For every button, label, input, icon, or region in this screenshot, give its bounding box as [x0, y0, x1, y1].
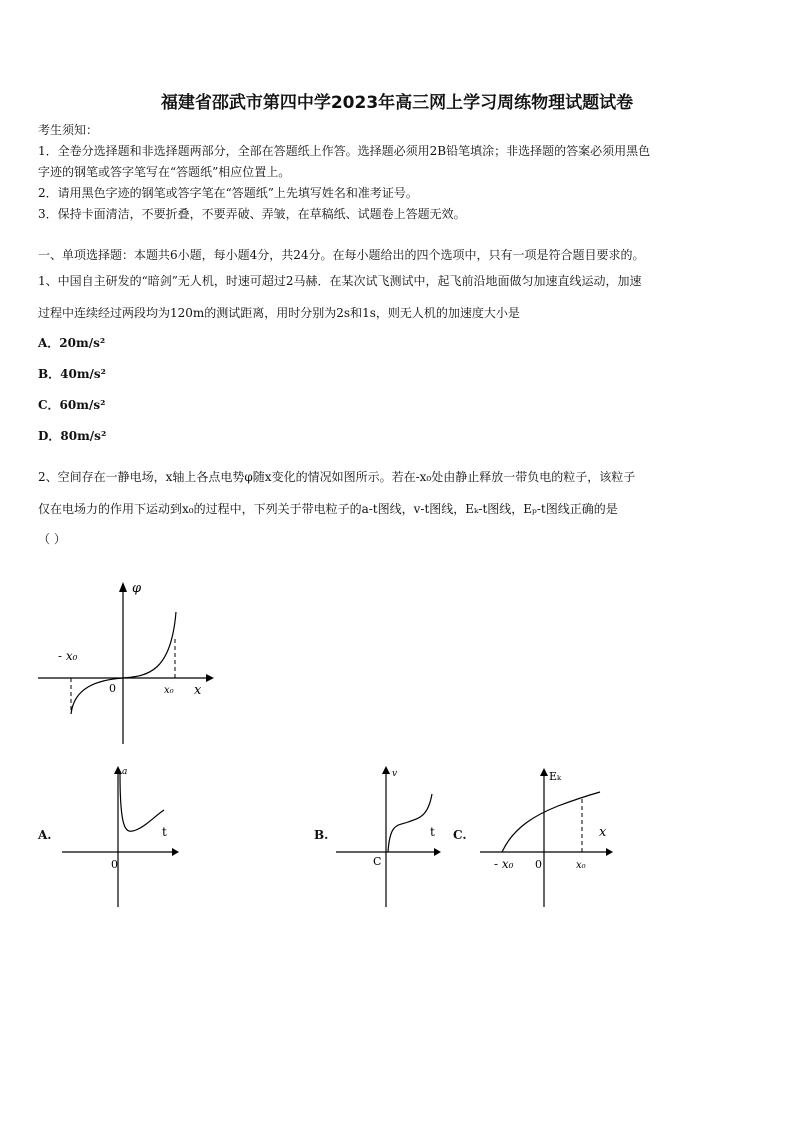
x-label: x: [194, 683, 202, 698]
q1-option-b: B．40m/s²: [38, 367, 106, 381]
t-label: t: [162, 825, 167, 839]
v-t-curve: [388, 794, 432, 852]
notice-item-1-cont: 字迹的钢笔或答字笔写在“答题纸”相应位置上。: [38, 165, 291, 179]
neg-x0-label: - x₀: [58, 649, 78, 663]
notice-item-1: 1．全卷分选择题和非选择题两部分，全部在答题纸上作答。选择题必须用2B铅笔填涂；非选择题的答案必须用黑色: [38, 144, 651, 158]
option-a-label: A.: [38, 828, 52, 842]
x-axis-arrow: [606, 848, 613, 856]
page-title: 福建省邵武市第四中学2023年高三网上学习周练物理试题试卷: [160, 93, 634, 113]
y-axis-arrow: [382, 766, 390, 774]
ek-label: Eₖ: [549, 770, 562, 783]
y-axis-arrow: [119, 582, 127, 592]
x-label: x: [599, 825, 607, 840]
y-axis-arrow: [114, 766, 122, 774]
x-axis-arrow: [434, 848, 441, 856]
v-label: v: [392, 769, 398, 779]
q1-stem-line2: 过程中连续经过两段均为120m的测试距离，用时分别为2s和1s，则无人机的加速度大小是: [38, 306, 520, 320]
option-b-graph: [334, 762, 444, 912]
q1-option-d: D．80m/s²: [38, 429, 107, 443]
a-t-curve: [120, 774, 164, 831]
section-heading: 一、单项选择题：本题共6小题，每小题4分，共24分。在每小题给出的四个选项中，只有一项是符合题目要求的。: [38, 248, 645, 262]
q2-answer-blank: （ ）: [38, 532, 66, 546]
pos-x0-label: x₀: [576, 860, 586, 871]
notice-item-2: 2．请用黑色字迹的钢笔或答字笔在“答题纸”上先填写姓名和准考证号。: [38, 186, 418, 200]
q1-option-c: C．60m/s²: [38, 398, 106, 412]
q1-option-a: A．20m/s²: [38, 336, 106, 350]
notice-heading: 考生须知：: [38, 123, 99, 137]
option-a-graph: [60, 762, 180, 912]
option-c-graph: [478, 762, 618, 912]
pos-x0-label: x₀: [164, 685, 174, 696]
origin-label: 0: [111, 858, 118, 871]
q2-stem-line2: 仅在电场力的作用下运动到x₀的过程中，下列关于带电粒子的a-t图线，v-t图线，Eₖ-t图线，Eₚ-t图线正确的是: [38, 502, 618, 516]
q2-stem-line1: 2、空间存在一静电场，x轴上各点电势φ随x变化的情况如图所示。若在-x₀处由静止释放一带负电的粒子，该粒子: [38, 470, 636, 484]
origin-label: C: [373, 855, 382, 868]
phi-label: φ: [132, 581, 142, 596]
t-label: t: [430, 825, 435, 839]
ek-curve: [502, 792, 600, 852]
option-b-label: B.: [314, 828, 329, 842]
q1-stem-line1: 1、中国自主研发的“暗剑”无人机，时速可超过2马赫．在某次试飞测试中，起飞前沿地面做匀加速直线运动，加速: [38, 274, 642, 288]
x-axis-arrow: [206, 674, 214, 682]
a-label: a: [122, 767, 128, 777]
notice-item-3: 3．保持卡面清洁，不要折叠，不要弄破、弄皱，在草稿纸、试题卷上答题无效。: [38, 207, 466, 221]
origin-label: 0: [535, 858, 542, 871]
x-axis-arrow: [172, 848, 179, 856]
origin-label: 0: [109, 682, 116, 695]
y-axis-arrow: [540, 768, 548, 776]
neg-x0-label: - x₀: [494, 857, 514, 871]
option-c-label: C.: [453, 828, 467, 842]
potential-graph: [36, 576, 216, 746]
